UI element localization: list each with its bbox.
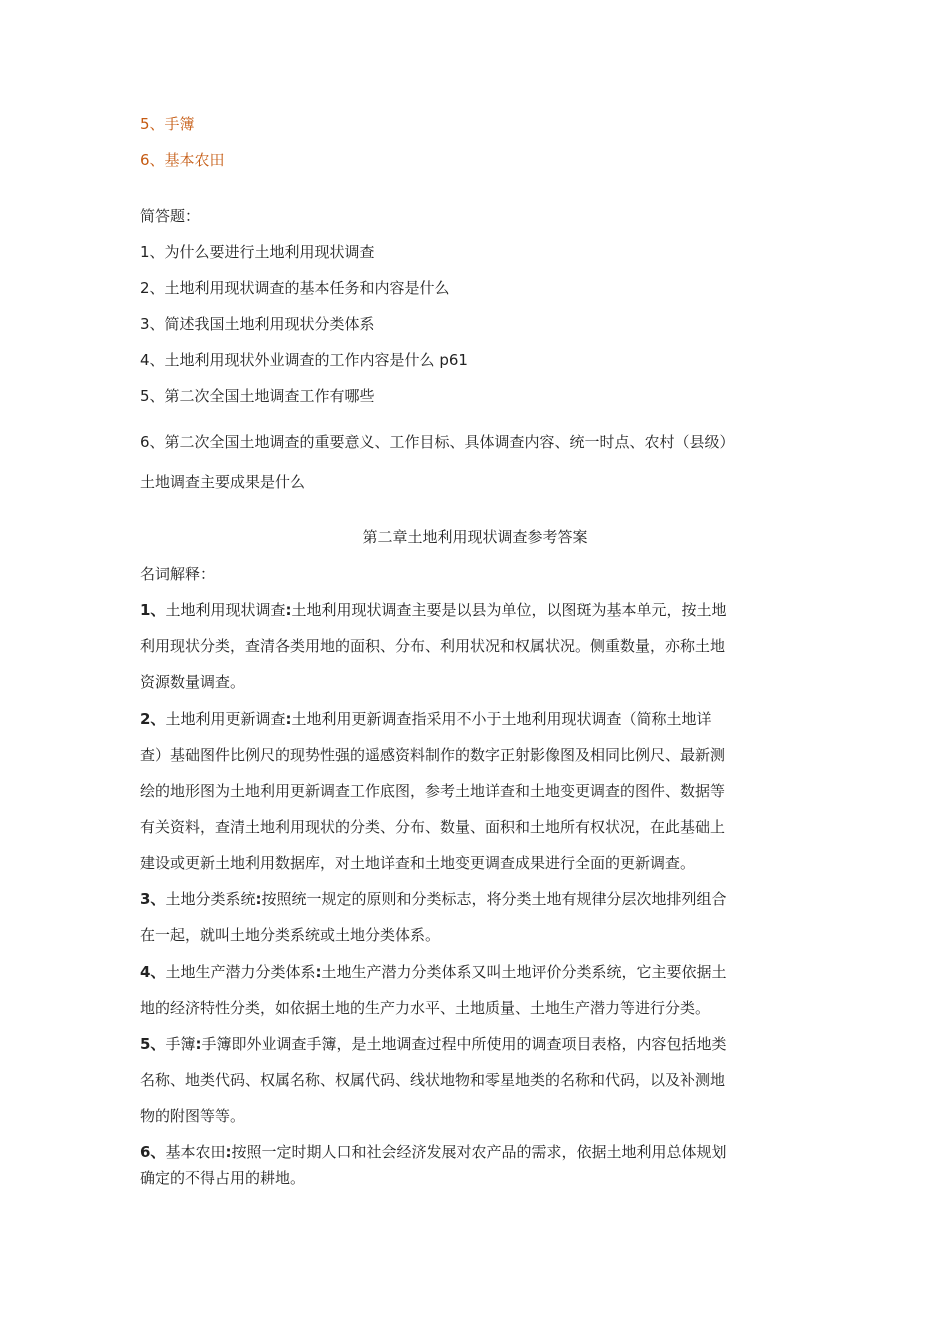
answer-text: 按照统一规定的原则和分类标志，将分类土地有规律分层次地排列组合 bbox=[261, 890, 727, 908]
answer-1-line-3: 资源数量调查。 bbox=[140, 673, 246, 691]
answer-number: 1、 bbox=[140, 601, 166, 619]
answer-1-line-1 bbox=[140, 600, 820, 620]
answer-term: 基本农田 bbox=[165, 1143, 226, 1161]
answer-5-line-2: 名称、地类代码、权属名称、权属代码、线状地物和零星地类的名称和代码，以及补测地 bbox=[140, 1071, 726, 1089]
answer-5-line-1 bbox=[140, 1034, 820, 1054]
terms-heading: 名词解释： bbox=[140, 565, 216, 583]
answer-2-line-3: 绘的地形图为土地利用更新调查工作底图，参考土地详查和土地变更调查的图件、数据等 bbox=[140, 782, 726, 800]
answer-text: 土地利用更新调查指采用不小于土地利用现状调查（简称土地详 bbox=[291, 710, 712, 728]
question-3: 3、简述我国土地利用现状分类体系 bbox=[140, 315, 375, 333]
answer-colon: : bbox=[285, 710, 292, 728]
answer-text: 手簿即外业调查手簿，是土地调查过程中所使用的调查项目表格，内容包括地类 bbox=[201, 1035, 727, 1053]
answer-1-line-2: 利用现状分类，查清各类用地的面积、分布、利用状况和权属状况。侧重数量，亦称土地 bbox=[140, 637, 726, 655]
answer-2-line-5: 建设或更新土地利用数据库，对土地详查和土地变更调查成果进行全面的更新调查。 bbox=[140, 854, 696, 872]
question-5: 5、第二次全国土地调查工作有哪些 bbox=[140, 387, 375, 405]
answer-2-line-2: 查）基础图件比例尺的现势性强的遥感资料制作的数字正射影像图及相同比例尺、最新测 bbox=[140, 746, 726, 764]
answer-colon: : bbox=[255, 890, 262, 908]
answer-number: 2、 bbox=[140, 710, 166, 728]
answer-3-line-2: 在一起，就叫土地分类系统或土地分类体系。 bbox=[140, 926, 441, 944]
answer-colon: : bbox=[285, 601, 292, 619]
answer-number: 5、 bbox=[140, 1035, 166, 1053]
question-6: 6、第二次全国土地调查的重要意义、工作目标、具体调查内容、统一时点、农村（县级） bbox=[140, 433, 735, 451]
answer-colon: : bbox=[315, 963, 322, 981]
short-answer-heading: 简答题： bbox=[140, 207, 201, 225]
question-4: 4、土地利用现状外业调查的工作内容是什么 p61 bbox=[140, 351, 468, 369]
answer-4-line-2: 地的经济特性分类，如依据土地的生产力水平、土地质量、土地生产潜力等进行分类。 bbox=[140, 999, 711, 1017]
answers-title: 第二章土地利用现状调查参考答案 bbox=[362, 528, 588, 546]
answer-term: 土地分类系统 bbox=[165, 890, 256, 908]
answer-number: 6、 bbox=[140, 1143, 166, 1161]
answer-2-line-1 bbox=[140, 709, 820, 729]
answer-term: 土地利用现状调查 bbox=[165, 601, 286, 619]
answer-2-line-4: 有关资料，查清土地利用现状的分类、分布、数量、面积和土地所有权状况，在此基础上 bbox=[140, 818, 726, 836]
orange-item-6: 6、基本农田 bbox=[140, 151, 225, 169]
answer-term: 手簿 bbox=[165, 1035, 196, 1053]
answer-term: 土地生产潜力分类体系 bbox=[165, 963, 316, 981]
answer-number: 4、 bbox=[140, 963, 166, 981]
question-1: 1、为什么要进行土地利用现状调查 bbox=[140, 243, 375, 261]
question-2: 2、土地利用现状调查的基本任务和内容是什么 bbox=[140, 279, 450, 297]
answer-3-line-1 bbox=[140, 889, 820, 909]
answer-5-line-3: 物的附图等等。 bbox=[140, 1107, 246, 1125]
orange-item-5: 5、手簿 bbox=[140, 115, 195, 133]
answer-4-line-1 bbox=[140, 962, 820, 982]
answer-colon: : bbox=[225, 1143, 232, 1161]
answer-colon: : bbox=[195, 1035, 202, 1053]
answer-term: 土地利用更新调查 bbox=[165, 710, 286, 728]
answer-text: 土地生产潜力分类体系又叫土地评价分类系统，它主要依据土 bbox=[321, 963, 727, 981]
answer-text: 土地利用现状调查主要是以县为单位，以图斑为基本单元，按土地 bbox=[291, 601, 727, 619]
answer-text: 按照一定时期人口和社会经济发展对农产品的需求，依据土地利用总体规划 bbox=[231, 1143, 727, 1161]
question-6-continued: 土地调查主要成果是什么 bbox=[140, 473, 306, 491]
answer-6-line-2: 确定的不得占用的耕地。 bbox=[140, 1169, 306, 1187]
answer-number: 3、 bbox=[140, 890, 166, 908]
answer-6-line-1 bbox=[140, 1142, 820, 1162]
